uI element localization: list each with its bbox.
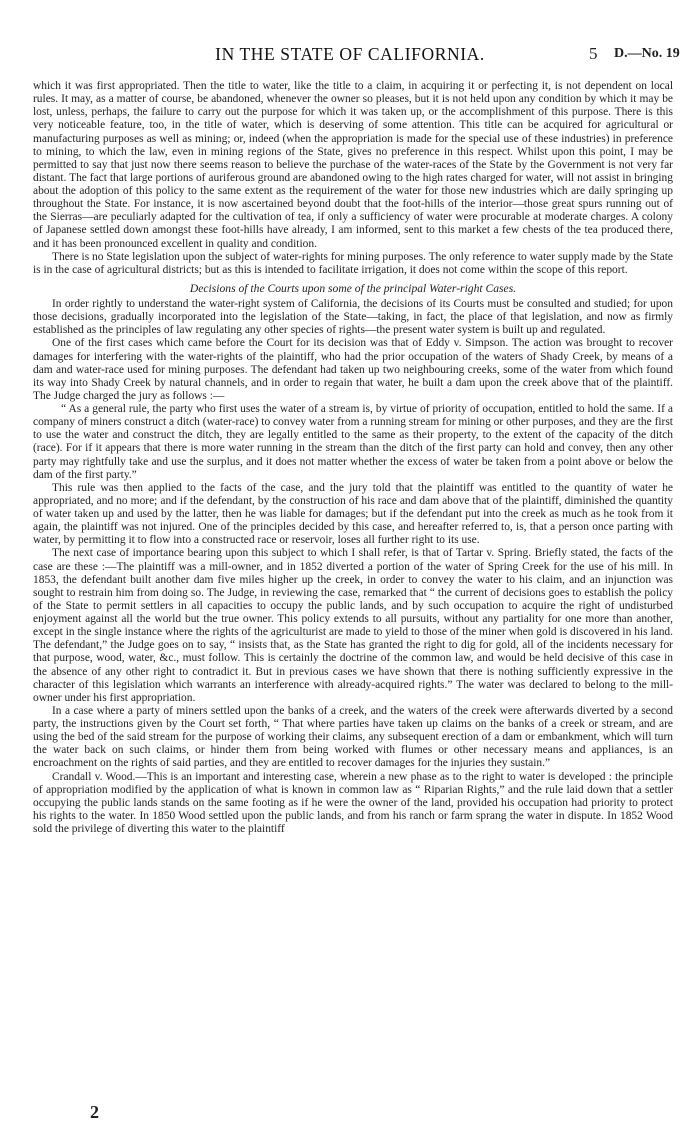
paragraph: In order rightly to understand the water-right system of California, the decisions of its Courts must be consulted and studied; for upon those decisions, gradually incorporated into the legislation of the State—taking, in fact, the place of that legislation, and now as firmly established as the principles of law regulating any other species of rights—the present water system is built up and regulated. bbox=[33, 298, 673, 337]
paragraph: which it was first appropriated. Then the title to water, like the title to a claim, in acquiring it or perfecting it, is not dependent on local rules. It may, as a matter of course, be abandoned, whenever the owner so pleases, but it is not held upon any condition by which it may be lost, unless, perhaps, the failure to carry out the purpose for which it was taken up, or the accomplishment of this purpose. There is this very noticeable feature, too, in the title of water, which is deserving of some attention. This title can be acquired for agricultural or manufacturing purposes as well as mining; or, indeed (when the appropriation is made for the special use of these industries) in preference to mining, to which the law, even in mining regions of the State, gives no preference in this respect. Whilst upon this point, I may be permitted to say that just now there seems reason to believe the purchase of the water-races of the State by the Government is not very far distant. The fact that large portions of auriferous ground are abandoned owing to the high rates charged for water, will not assist in bringing about the adoption of this policy to the same extent as the requirement of the water for those new industries which are daily springing up throughout the State. For instance, it is now ascertained beyond doubt that the foot-hills of the interior—those great spurs running out of the Sierras—are peculiarly adapted for the cultivation of tea, if only a sufficiency of water were procurable at moderate charges. A colony of Japanese settled down amongst these foot-hills have already, I am informed, sent to this market a few chests of the tea produced there, and it has been pronounced excellent in quality and condition. bbox=[33, 80, 673, 250]
running-title: IN THE STATE OF CALIFORNIA. bbox=[215, 44, 485, 64]
section-heading: Decisions of the Courts upon some of the principal Water-right Cases. bbox=[189, 281, 517, 295]
paragraph: One of the first cases which came before the Court for its decision was that of Eddy v. Simpson. The action was brought to recover damages for interfering with the water-rights of the plaintiff, who had the prior occupation of the waters of Shady Creek, by means of a dam and water-race used for mining purposes. The defendant had taken up two neighbouring creeks, some of the water from which found its way into Shady Creek by natural channels, and in order to regain that water, he built a dam upon the creek above that of the plaintiff. The Judge charged the jury as follows :— bbox=[33, 337, 673, 402]
quoted-paragraph: “ As a general rule, the party who first uses the water of a stream is, by virtue of priority of occupation, entitled to hold the same. If a company of miners construct a ditch (water-race) to convey water from a running stream for mining or other purposes, and they are the first to use the water and construct the ditch, they are legally entitled to the same as their property, to the extent of the capacity of the ditch (race). For if it appears that there is more water running in the stream than the ditch of the first party can hold and convey, then any other party may rightfully take and use the surplus, and it does not matter whether the excess of water be taken from a point above or below the dam of the first party.” bbox=[33, 403, 673, 481]
paragraph: The next case of importance bearing upon this subject to which I shall refer, is that of Tartar v. Spring. Briefly stated, the facts of the case are these :—The plaintiff was a mill-owner, and in 1852 diverted a portion of the water of Spring Creek for the use of his mill. In 1853, the defendant built another dam five miles higher up the creek, in order to convey the water to his claim, and an injunction was sought to restrain him from doing so. The Judge, in reviewing the case, remarked that “ the current of decisions goes to establish the policy of the State to permit settlers in all capacities to occupy the public lands, and by such occupation to acquire the right of undisturbed enjoyment against all the world but the true owner. This policy extends to all pursuits, without any partiality for one more than another, except in the single instance where the rights of the agriculturist are made to yield to those of the miner when gold is discovered in his land. The defendant,” the Judge goes on to say, “ insists that, as the State has granted the right to dig for gold, all of the incidents necessary for that purpose, wood, water, &c., must follow. This is certainly the doctrine of the common law, and would be held decisive of this case in the absence of any other right to contradict it. But in previous cases we have shown that there is nothing sufficiently expressive in the character of this legislation which warrants an interference with already-acquired rights.” The water was declared to belong to the mill-owner under his first appropriation. bbox=[33, 547, 673, 704]
document-reference: D.—No. 19 bbox=[614, 46, 680, 61]
page-number: 5 bbox=[589, 44, 598, 63]
paragraph: Crandall v. Wood.—This is an important and interesting case, wherein a new phase as to the right to water is developed : the principle of appropriation modified by the application of what is known in common law as “ Riparian Rights,” and the rule laid down that a settler occupying the public lands stands on the same footing as if he were the owner of the land, provided his occupation had priority to protect his rights to the water. In 1850 Wood settled upon the public lands, and from his ranch or farm sprang the water in dispute. In 1852 Wood sold the privilege of diverting this water to the plaintiff bbox=[33, 770, 673, 835]
paragraph: This rule was then applied to the facts of the case, and the jury told that the plaintiff was entitled to the quantity of water he appropriated, and no more; and if the defendant, by the construction of his race and dam above that of the plaintiff, diminished the quantity of water taken up and used by the latter, then he was liable for damages; but if the defendant put into the creek as much as he took from it again, the plaintiff was not injured. One of the principles decided by this case, and hereafter referred to, is, that a person once parting with water, by permitting it to flow into a constructed race or reservoir, loses all further right to its use. bbox=[33, 481, 673, 547]
body-text bbox=[33, 80, 673, 836]
paragraph: There is no State legislation upon the subject of water-rights for mining purposes. The only reference to water supply made by the State is in the case of agricultural districts; but as this is intended to facilitate irrigation, it does not come within the scope of this report. bbox=[33, 250, 673, 276]
page-header bbox=[0, 44, 700, 70]
signature-mark: 2 bbox=[90, 1102, 99, 1122]
paragraph: In a case where a party of miners settled upon the banks of a creek, and the waters of the creek were afterwards diverted by a second party, the instructions given by the Court set forth, “ That where parties have taken up claims on the banks of a creek or stream, and are using the bed of the said stream for the purpose of working their claims, any subsequent erection of a dam or embankment, which will turn the water back on such claims, or hinder them from being worked with flumes or other necessary means and appliances, is an encroachment on the rights of said parties, and they are entitled to recover damages for the injuries they sustain.” bbox=[33, 704, 673, 770]
